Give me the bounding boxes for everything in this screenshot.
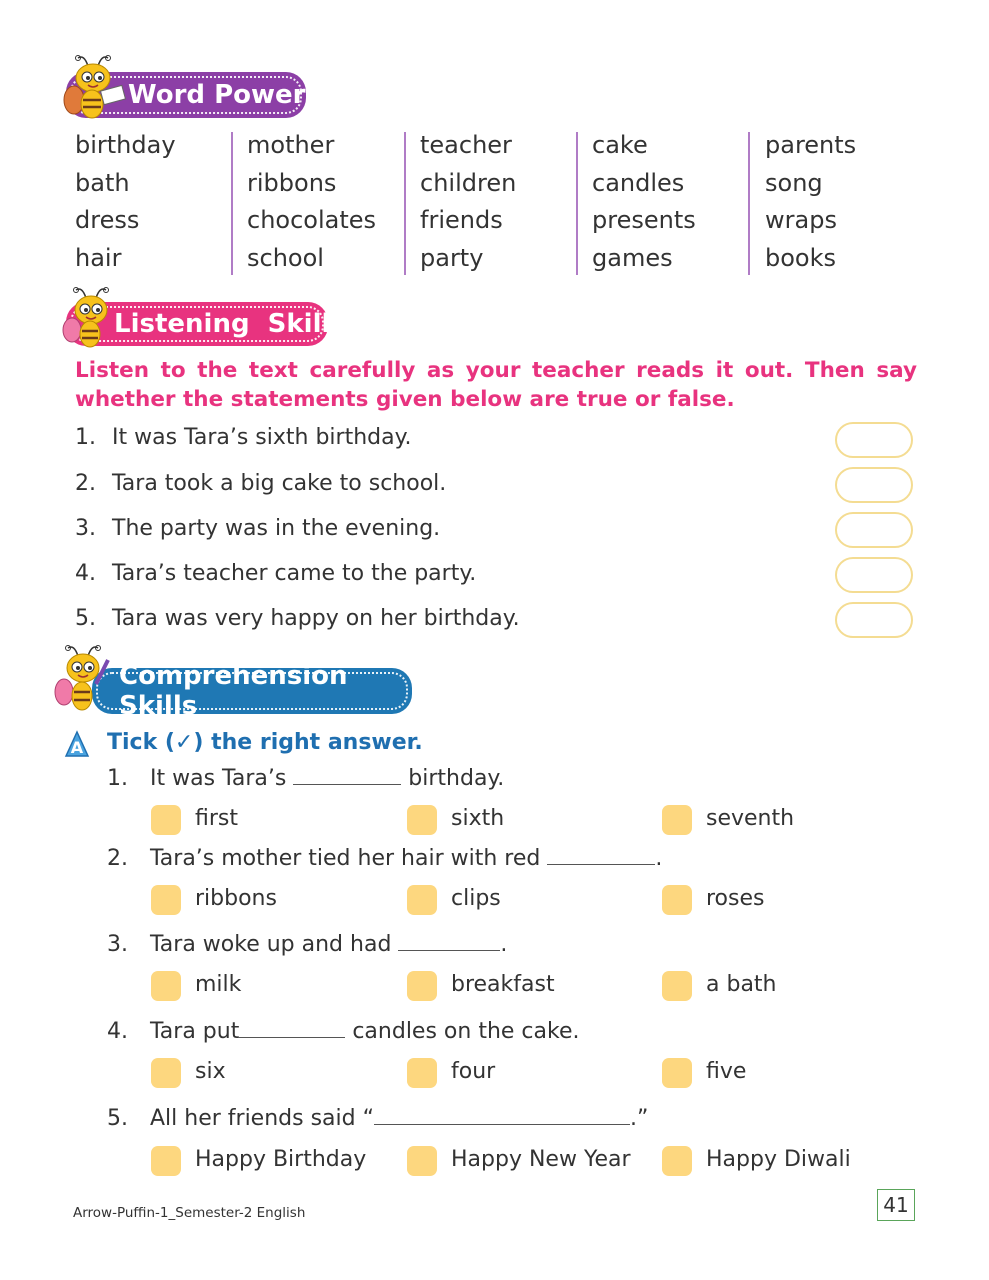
question-text-before: All her friends said “ (150, 1106, 374, 1131)
option-label: Happy New Year (451, 1147, 631, 1172)
question-text-before: It was Tara’s (150, 766, 294, 791)
question-text (150, 766, 504, 791)
option-checkbox[interactable] (662, 971, 692, 1001)
answer-blank (293, 766, 401, 785)
word: hair (75, 243, 122, 272)
statement-number: 2. (75, 471, 96, 496)
option-label: ribbons (195, 886, 277, 911)
question-text (150, 846, 662, 871)
option-checkbox[interactable] (407, 971, 437, 1001)
statement-text: Tara took a big cake to school. (112, 471, 447, 496)
statement-text: Tara’s teacher came to the party. (112, 561, 477, 586)
word: song (765, 168, 823, 197)
word: candles (592, 168, 685, 197)
word: presents (592, 206, 696, 234)
option-checkbox[interactable] (151, 1058, 181, 1088)
word-power-column-4 (592, 127, 696, 277)
section-a-letter: A (70, 738, 84, 757)
option-label: Happy Birthday (195, 1147, 367, 1172)
option-checkbox[interactable] (151, 1146, 181, 1176)
statement-number: 3. (75, 516, 96, 541)
answer-blank (398, 932, 500, 951)
true-false-answer-box[interactable] (835, 557, 913, 593)
true-false-answer-box[interactable] (835, 602, 913, 638)
bee-mascot-icon (58, 284, 128, 354)
question-text-before: Tara put (150, 1019, 240, 1044)
word: books (765, 243, 837, 272)
word: ribbons (247, 168, 337, 197)
word-power-column-1 (75, 127, 176, 277)
word: party (420, 243, 484, 272)
section-a-badge-icon (62, 730, 92, 758)
word: birthday (75, 131, 176, 159)
column-divider (576, 132, 578, 275)
option-label: sixth (451, 806, 505, 831)
question-text-after: . (655, 846, 663, 871)
option-checkbox[interactable] (407, 1058, 437, 1088)
statement-text: The party was in the evening. (112, 516, 441, 541)
true-false-answer-box[interactable] (835, 467, 913, 503)
question-number: 4. (107, 1019, 128, 1044)
word: teacher (420, 131, 512, 159)
option-label: first (195, 806, 238, 831)
question-text (150, 932, 507, 957)
option-label: five (706, 1059, 747, 1084)
word: school (247, 243, 324, 272)
question-text (150, 1019, 579, 1044)
option-label: Happy Diwali (706, 1147, 851, 1172)
word-power-column-2 (247, 127, 376, 277)
option-checkbox[interactable] (151, 971, 181, 1001)
option-checkbox[interactable] (407, 805, 437, 835)
column-divider (748, 132, 750, 275)
bee-mascot-icon (52, 640, 112, 722)
option-label: six (195, 1059, 226, 1084)
option-checkbox[interactable] (662, 885, 692, 915)
question-number: 2. (107, 846, 128, 871)
option-label: four (451, 1059, 496, 1084)
option-checkbox[interactable] (662, 1058, 692, 1088)
word: cake (592, 131, 648, 159)
question-text-before: Tara woke up and had (150, 932, 399, 957)
statement-number: 5. (75, 606, 96, 631)
question-text-after: birthday. (401, 766, 505, 791)
option-checkbox[interactable] (662, 1146, 692, 1176)
comprehension-title-pill (92, 661, 412, 721)
section-a-instruction: Tick (✓) the right answer. (107, 730, 423, 755)
word: dress (75, 206, 140, 234)
option-checkbox[interactable] (662, 805, 692, 835)
question-number: 5. (107, 1106, 128, 1131)
question-text (150, 1106, 648, 1131)
word-power-column-5 (765, 127, 856, 277)
option-label: milk (195, 972, 242, 997)
column-divider (404, 132, 406, 275)
word-power-column-3 (420, 127, 516, 277)
question-number: 3. (107, 932, 128, 957)
word: bath (75, 168, 130, 197)
column-divider (231, 132, 233, 275)
option-label: roses (706, 886, 765, 911)
option-label: seventh (706, 806, 795, 831)
option-checkbox[interactable] (151, 885, 181, 915)
listening-title: Listening Skills (114, 309, 346, 339)
question-text-before: Tara’s mother tied her hair with red (150, 846, 548, 871)
question-text-after: .” (630, 1106, 649, 1131)
word: wraps (765, 206, 837, 234)
answer-blank (239, 1019, 345, 1038)
answer-blank (547, 846, 655, 865)
option-label: breakfast (451, 972, 555, 997)
statement-number: 4. (75, 561, 96, 586)
bee-mascot-icon (58, 52, 132, 126)
statement-text: Tara was very happy on her birthday. (112, 606, 520, 631)
book-title-footer: Arrow-Puffin-1_Semester-2 English (73, 1205, 306, 1221)
option-label: a bath (706, 972, 777, 997)
question-number: 1. (107, 766, 128, 791)
listening-instruction: Listen to the text carefully as your teacher reads it out. Then say whether the statements given below are true or false. (75, 358, 917, 412)
page-number: 41 (877, 1189, 915, 1221)
word: children (420, 168, 517, 197)
option-label: clips (451, 886, 501, 911)
question-text-after: . (500, 932, 508, 957)
word: friends (420, 206, 503, 234)
word: chocolates (247, 206, 377, 234)
word: mother (247, 131, 335, 159)
option-checkbox[interactable] (407, 1146, 437, 1176)
word-power-title: Word Power (128, 80, 306, 110)
statement-text: It was Tara’s sixth birthday. (112, 425, 412, 450)
word: parents (765, 131, 857, 159)
question-text-after: candles on the cake. (345, 1019, 580, 1044)
statement-number: 1. (75, 425, 96, 450)
true-false-answer-box[interactable] (835, 512, 913, 548)
option-checkbox[interactable] (151, 805, 181, 835)
word: games (592, 243, 673, 272)
option-checkbox[interactable] (407, 885, 437, 915)
comprehension-title: Comprehension Skills (119, 661, 348, 721)
true-false-answer-box[interactable] (835, 422, 913, 458)
answer-blank (374, 1106, 630, 1125)
